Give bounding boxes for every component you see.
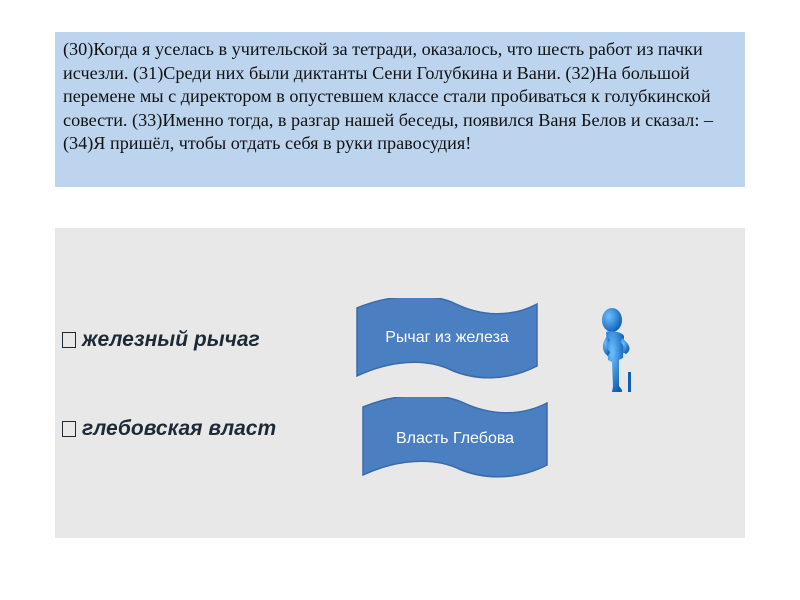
explanation-banner-2: [362, 397, 548, 481]
passage-box: [55, 32, 745, 187]
banner-label: Власть Глебова: [395, 430, 515, 447]
standing-person-icon: [592, 306, 642, 401]
explanation-banner-1: [356, 298, 538, 382]
term-label: глебовская власт: [82, 417, 277, 440]
term-label: железный рычаг: [82, 328, 260, 351]
term-item-1: [62, 328, 260, 352]
banner-label: Рычаг из железа: [385, 329, 509, 346]
checkbox-bullet-icon: [62, 421, 76, 437]
term-item-2: [62, 417, 276, 441]
passage-text: (30)Когда я уселась в учительской за тетради, оказалось, что шесть работ из пачки исчезли. (31)Среди них были диктанты Сени Голубкина и Вани. (32)На большой перемене мы с директором в опустевшем классе стали пробиваться к голубкинской совести. (33)Именно тогда, в разгар нашей беседы, появился Ваня Белов и сказал: – (34)Я пришёл, чтобы отдать себя в руки правосудия!: [63, 39, 714, 153]
checkbox-bullet-icon: [62, 332, 76, 348]
